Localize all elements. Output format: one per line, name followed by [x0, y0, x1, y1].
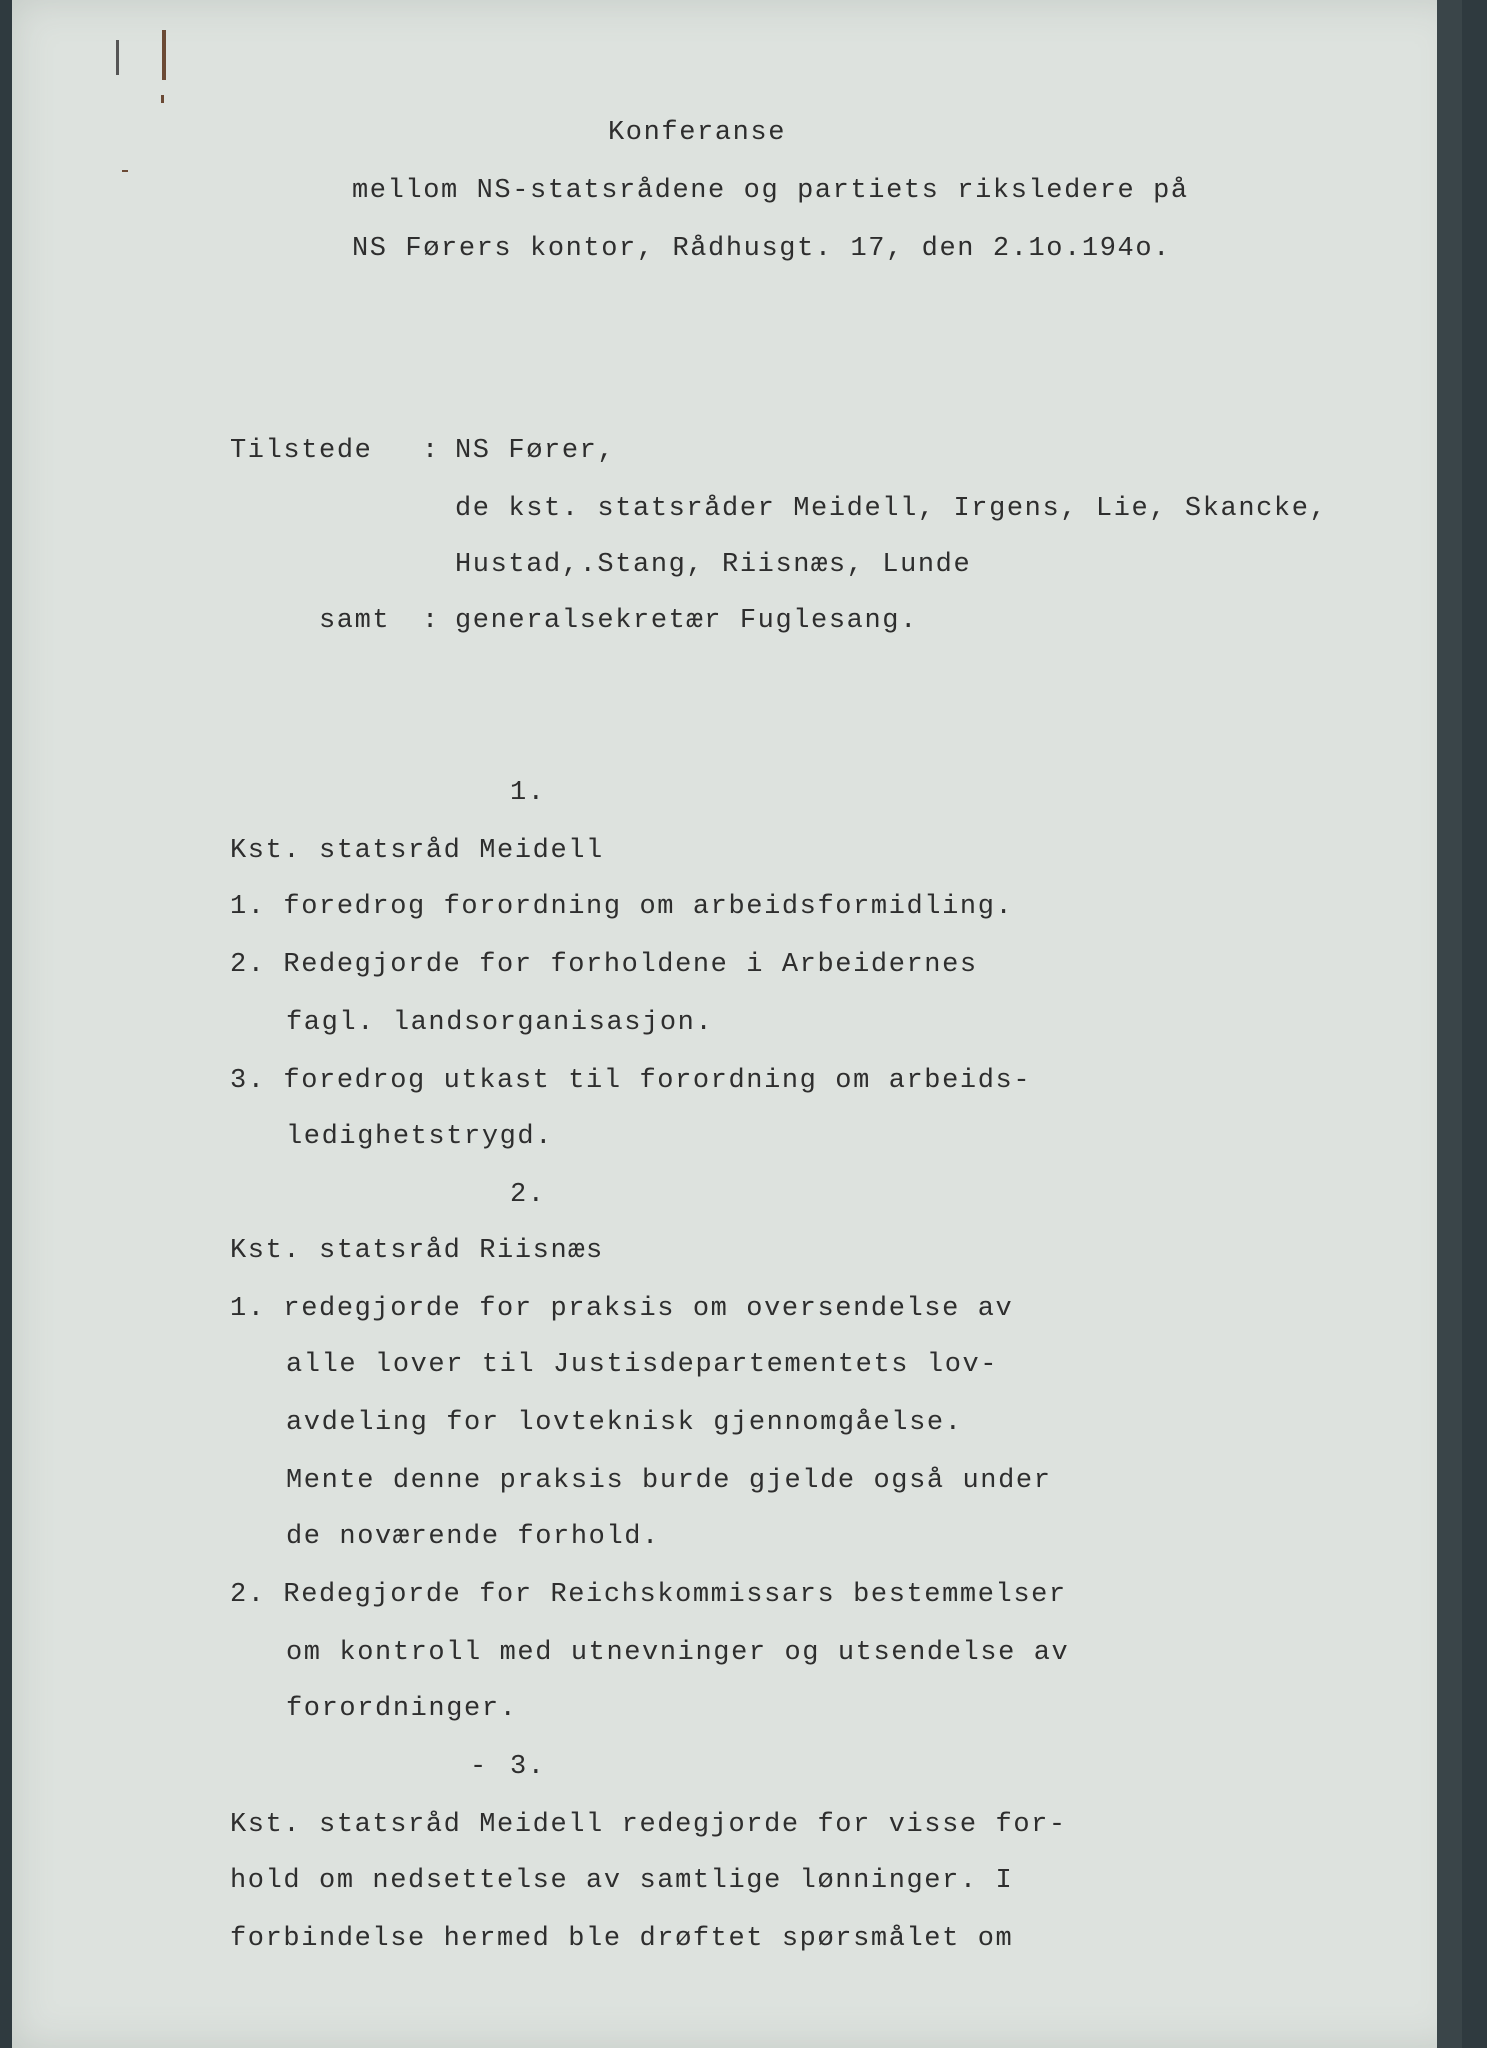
attendance-label: Tilstede [230, 436, 373, 466]
attendance-text: Hustad,.Stang, Riisnæs, Lunde [455, 550, 972, 580]
attendance-colon: : [422, 436, 440, 466]
attendance-colon: : [422, 606, 440, 636]
paragraph-line: ledighetstrygd. [286, 1122, 554, 1152]
paragraph-line: 2. Redegjorde for Reichskommissars bestemmelser [230, 1580, 1067, 1610]
document-title: Konferanse [608, 118, 787, 148]
paragraph-line: Kst. statsråd Meidell redegjorde for visse for- [230, 1810, 1067, 1840]
document-page [12, 0, 1462, 2048]
paragraph-line: alle lover til Justisdepartementets lov- [286, 1350, 999, 1380]
scan-edge [1437, 0, 1462, 2048]
section-heading: Kst. statsråd Meidell [230, 836, 604, 866]
paragraph-line: 3. foredrog utkast til forordning om arbeids- [230, 1066, 1032, 1096]
section-number: 1. [510, 778, 546, 808]
paragraph-line: 2. Redegjorde for forholdene i Arbeidernes [230, 950, 978, 980]
section-heading: Kst. statsråd Riisnæs [230, 1236, 604, 1266]
paragraph-line: 1. redegjorde for praksis om oversendelse av [230, 1294, 1014, 1324]
paragraph-line: avdeling for lovteknisk gjennomgåelse. [286, 1408, 963, 1438]
binding-mark [161, 95, 164, 103]
attendance-label: samt [319, 606, 391, 636]
paragraph-line: 1. foredrog forordning om arbeidsformidling. [230, 892, 1014, 922]
binding-mark [116, 40, 119, 75]
attendance-text: de kst. statsråder Meidell, Irgens, Lie, Skancke, [455, 494, 1328, 524]
paragraph-line: forordninger. [286, 1694, 518, 1724]
section-number: 3. [510, 1752, 546, 1782]
paragraph-line: forbindelse hermed ble drøftet spørsmålet om [230, 1924, 1014, 1954]
paragraph-line: om kontroll med utnevninger og utsendelse av [286, 1638, 1070, 1668]
section-dash: - [470, 1752, 488, 1782]
attendance-text: NS Fører, [455, 436, 616, 466]
binding-mark [162, 30, 166, 80]
paragraph-line: hold om nedsettelse av samtlige lønninger. I [230, 1866, 1014, 1896]
binding-mark [122, 170, 128, 172]
paragraph-line: fagl. landsorganisasjon. [286, 1008, 714, 1038]
section-number: 2. [510, 1180, 546, 1210]
document-subtitle: mellom NS-statsrådene og partiets riksledere på [352, 176, 1189, 206]
paragraph-line: de noværende forhold. [286, 1522, 660, 1552]
document-subtitle: NS Førers kontor, Rådhusgt. 17, den 2.1o.194o. [352, 234, 1171, 264]
attendance-text: generalsekretær Fuglesang. [455, 606, 918, 636]
paragraph-line: Mente denne praksis burde gjelde også under [286, 1466, 1052, 1496]
